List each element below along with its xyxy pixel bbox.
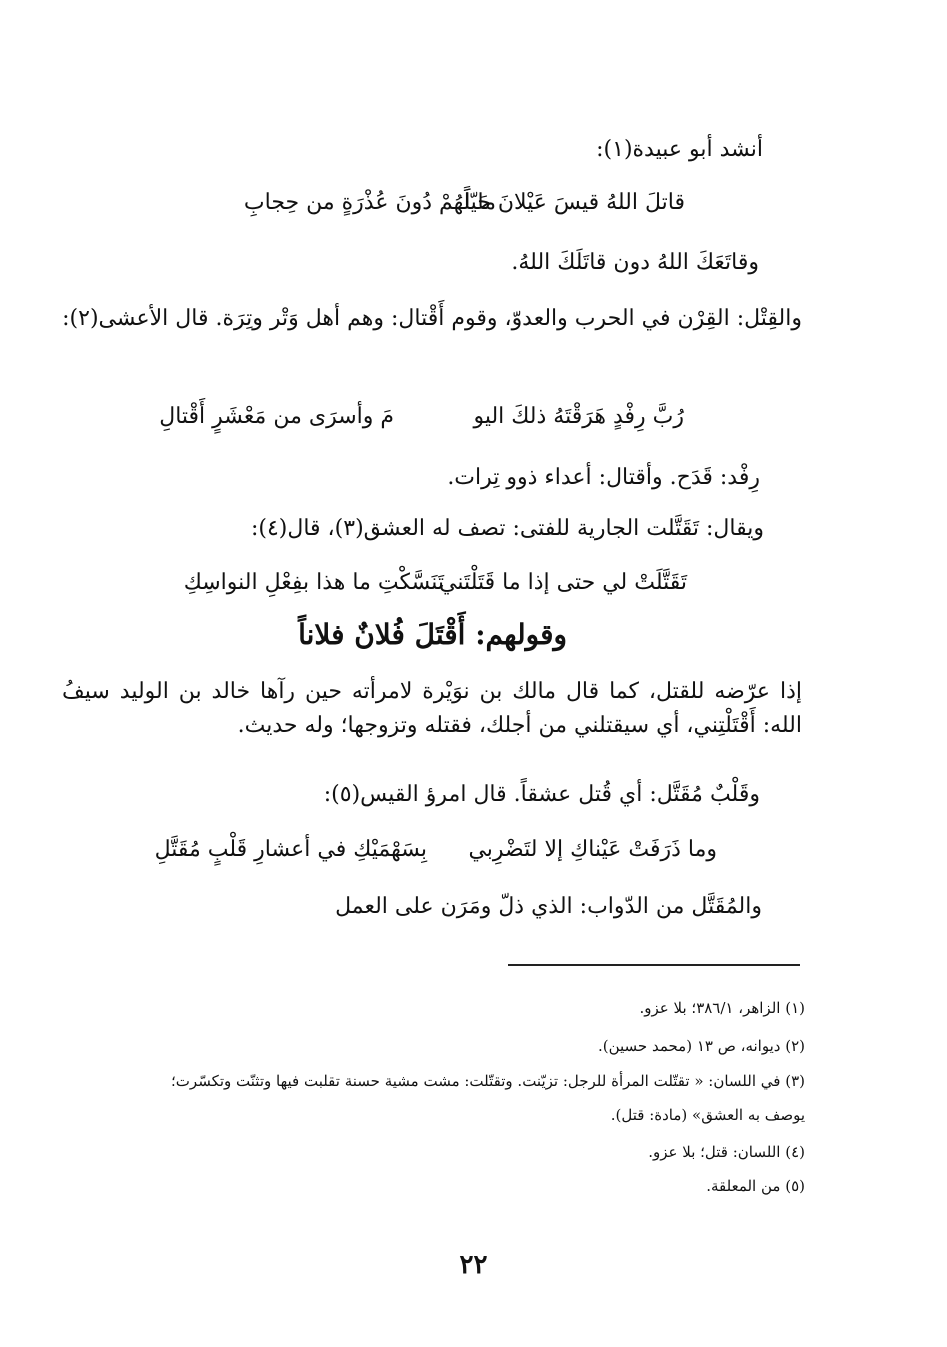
section-heading: وقولهم: أَقْتَلَ فُلانٌ فلاناً [298, 618, 567, 651]
text-line: وقَلْبٌ مُقَتَّل: أي قُتل عشقاً. قال امرؤ القيس(٥): [323, 782, 760, 807]
intro-line: أنشد أبو عبيدة(١): [596, 137, 763, 162]
verse-3-first-hemistich: تَقَتَّلَتْ لي حتى إذا ما قَتَلْتَني [439, 570, 687, 595]
verse-2-first-hemistich: رُبَّ رِفْدٍ هَرَقْتَهُ ذلكَ اليو [473, 404, 684, 429]
footnote-divider [508, 964, 800, 966]
footnote-3-line-2: يوصف به العشق» (مادة: قتل). [610, 1106, 805, 1124]
verse-4-second-hemistich: بِسَهْمَيْكِ في أعشارِ قَلْبٍ مُقَتَّلِ [154, 837, 427, 862]
verse-1-second-hemistich: ما لَهُمْ دُونَ عُذْرَةٍ من حِجابِ [243, 190, 496, 215]
footnote-4: (٤) اللسان: قتل؛ بلا عزو. [648, 1143, 805, 1161]
footnote-2: (٢) ديوانه، ص ١٣ (محمد حسين). [597, 1037, 805, 1055]
text-line: وقاتَعَكَ اللهُ دون قاتَلَكَ اللهُ. [511, 250, 759, 275]
page-number: ٢٢ [459, 1250, 488, 1280]
verse-4-first-hemistich: وما ذَرَفَتْ عَيْناكِ إلا لتَضْرِبي [468, 837, 717, 862]
verse-1-first-hemistich: قاتلَ اللهُ قيسَ عَيْلانَ حَيّاً [463, 190, 685, 215]
footnote-1: (١) الزاهر، ٣٨٦/١؛ بلا عزو. [639, 999, 805, 1017]
paragraph-qitl: والقِتْل: القِرْن في الحرب والعدوّ، وقوم أَقْتال: وهم أهل وَتْر وتِرَة. قال الأعشى(٢): [62, 306, 802, 331]
text-line: ويقال: تَقَتَّلت الجارية للفتى: تصف له العشق(٣)، قال(٤): [250, 516, 764, 541]
text-line: رِفْد: قَدَح. وأقتال: أعداء ذوو تِرات. [447, 465, 760, 490]
verse-3-second-hemistich: تَنَسَّكْتِ ما هذا بفِعْلِ النواسِكِ [183, 570, 444, 595]
paragraph-aqtala: إذا عرّضه للقتل، كما قال مالك بن نوَيْرة لامرأته حين رآها خالد بن الوليد سيفُ الله: أَقْتَلْتِني، أي سيقتلني من أجلك، فقتله وتزوجها؛ وله حديث. [62, 679, 802, 738]
footnote-3-line-1: (٣) في اللسان: « تقتّلت المرأة للرجل: تزيّنت. وتقتّلت: مشت مشية حسنة تقلبت فيها وتثنّت وتكسّرت؛ [171, 1072, 805, 1090]
text-line: والمُقَتَّل من الدّواب: الذي ذلّ ومَرَن على العمل [335, 894, 762, 919]
footnote-5: (٥) من المعلقة. [706, 1177, 805, 1195]
verse-2-second-hemistich: مَ وأسرَى من مَعْشَرٍ أَقْتالِ [159, 404, 394, 429]
